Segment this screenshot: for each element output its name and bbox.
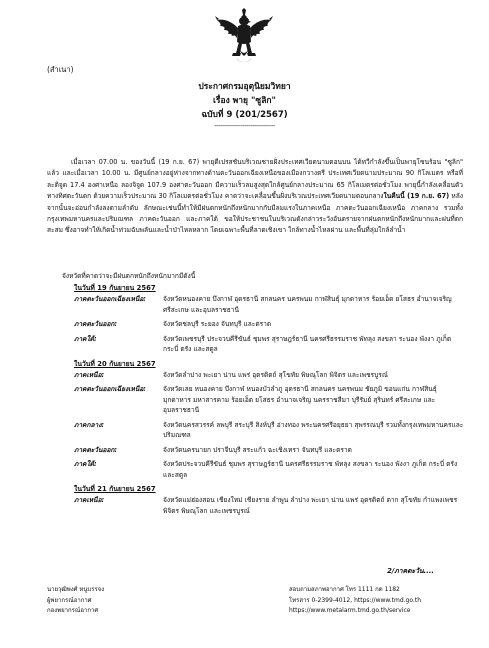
region-row: [74, 319, 466, 330]
region-label: ภาคใต้:: [74, 460, 97, 468]
signatory-division: กองพยากรณ์อากาศ: [47, 607, 99, 614]
region-label: ภาคเหนือ:: [74, 496, 105, 504]
region-label: ภาคตะวันออก:: [74, 320, 118, 328]
garuda-emblem-icon: [214, 8, 274, 68]
region-row: [74, 384, 466, 416]
body-bold-date: ในคืนนี้ (19 ก.ย. 67): [383, 192, 450, 201]
forecast-days-list: [74, 282, 466, 520]
announcement-title: [0, 80, 489, 131]
region-provinces: จังหวัดเลย หนองคาย บึงกาฬ หนองบัวลำภู อุดรธานี สกลนคร นครพนม ชัยภูมิ ขอนแก่น กาฬสินธุ์ มุกดาหาร มหาสารคาม ร้อยเอ็ด ยโสธร อำนาจเจริญ นครราชสีมา บุรีรัมย์ สุรินทร์ ศรีสะเกษ และอุบลราชธานี: [163, 385, 437, 414]
region-provinces: จังหวัดหนองคาย บึงกาฬ อุดรธานี สกลนคร นครพนม กาฬสินธุ์ มุกดาหาร ร้อยเอ็ด ยโสธร อำนาจเจริญ ศรีสะเกษ และอุบลราชธานี: [163, 295, 452, 314]
body-text-part-1: เมื่อเวลา 07.00 น. ของวันนี้ (19 ก.ย. 67) พายุดีเปรสชันบริเวณชายฝั่งประเทศเวียดนามตอนบน ได้ทวีกำลังขึ้นเป็นพายุโซนร้อน "ซูลิก" แล้ว และเมื่อเวลา 10.00 น. มีศูนย์กลางอยู่ห่างจากทางด้านตะวันออกเฉียงเหนือของเมืองกวางตรี ประเทศเวียดนามประมาณ 90 กิโลเมตร หรือที่ละติจูด 17.4 องศาเหนือ ลองจิจูด 107.9 องศาตะวันออก มีความเร็วลมสูงสุดใกล้ศูนย์กลางประมาณ 65 กิโลเมตรต่อชั่วโมง พายุนี้กำลังเคลื่อนตัวทางทิศตะวันตก ด้วยความเร็วประมาณ 30 กิโลเมตรต่อชั่วโมง คาดว่าจะเคลื่อนขึ้นฝั่งบริเวณประเทศเวียดนามตอนกลาง: [47, 158, 463, 201]
region-provinces: จังหวัดประจวบคีรีขันธ์ ชุมพร สุราษฎร์ธานี นครศรีธรรมราช พัทลุง สงขลา ระนอง พังงา ภูเก็ต กระบี่ ตรัง และสตูล: [163, 460, 458, 479]
title-divider: ------------------------------: [214, 122, 275, 130]
region-label: ภาคเหนือ:: [74, 370, 105, 379]
forecast-day-date: ในวันที่ 20 กันยายน 2567: [74, 359, 156, 368]
region-provinces: จังหวัดนครนายก ปราจีนบุรี สระแก้ว ฉะเชิงเทรา จันทบุรี และตราด: [163, 445, 352, 454]
region-provinces: จังหวัดลำปาง พะเยา น่าน แพร่ อุตรดิตถ์ สุโขทัย พิษณุโลก พิจิตร และเพชรบูรณ์: [163, 370, 388, 379]
provinces-intro: จังหวัดที่คาดว่าจะมีฝนตกหนักถึงหนักมากมีดังนี้: [62, 272, 196, 280]
region-provinces: จังหวัดเพชรบุรี ประจวบคีรีขันธ์ ชุมพร สุราษฎร์ธานี นครศรีธรรมราช พัทลุง สงขลา ระนอง พังงา ภูเก็ต กระบี่ ตรัง และสตูล: [163, 334, 452, 353]
region-row: [74, 420, 466, 441]
contact-fax-web: โทรสาร 0-2399-4012, https://www.tmd.go.th: [289, 596, 421, 604]
body-paragraph: [47, 157, 463, 237]
region-row: [74, 459, 466, 480]
region-row: [74, 495, 466, 516]
region-provinces: จังหวัดชลบุรี ระยอง จันทบุรี และตราด: [163, 320, 272, 328]
issue-number: ฉบับที่ 9 (201/2567): [201, 110, 288, 120]
footer-contact: [289, 585, 459, 617]
region-label: ภาคกลาง:: [74, 420, 105, 429]
region-provinces: จังหวัดแม่ฮ่องสอน เชียงใหม่ เชียงราย ลำพูน ลำปาง พะเยา น่าน แพร่ อุตรดิตถ์ ตาก สุโขทัย กำแพงเพชร พิจิตร พิษณุโลก และเพชรบูรณ์: [163, 496, 458, 515]
region-row: [74, 370, 466, 381]
forecast-day: [74, 283, 466, 355]
body-text-part-2: หลังจากนั้นจะอ่อนกำลังลงตามลำดับ ลักษณะเช่นนี้ทำให้มีฝนตกหนักถึงหนักมากกับมีลมแรงในภาคเหนือ ภาคตะวันออกเฉียงเหนือ ภาคกลาง รวมทั้งกรุงเทพมหานครและปริมณฑล ภาคตะวันออก และภาคใต้ ขอให้ประชาชนในบริเวณดังกล่าวระวังอันตรายจากฝนตกหนักถึงหนักมากและฝนที่ตกสะสม ซึ่งอาจทำให้เกิดน้ำท่วมฉับพลันและน้ำป่าไหลหลาก โดยเฉพาะพื้นที่ลาดเชิงเขา ใกล้ทางน้ำไหลผ่าน และพื้นที่ลุ่มใกล้ลำน้ำ: [47, 192, 464, 235]
signatory-position: ผู้พยากรณ์อากาศ: [47, 596, 92, 604]
region-provinces: จังหวัดนครสวรรค์ ลพบุรี สระบุรี สิงห์บุรี อ่างทอง พระนครศรีอยุธยา สุพรรณบุรี รวมทั้งกรุงเทพมหานครและปริมณฑล: [163, 420, 464, 439]
agency-title: ประกาศกรมอุตุนิยมวิทยา: [198, 82, 291, 92]
signatory-name: นายวุฒิพงศ์ หนูบรรจง: [47, 586, 105, 593]
region-row: [74, 445, 466, 456]
forecast-day: [74, 359, 466, 481]
footer-signatory: [47, 585, 104, 617]
region-row: [74, 334, 466, 355]
region-row: [74, 294, 466, 315]
copy-label: (สำเนา): [47, 65, 74, 74]
forecast-day-date: ในวันที่ 21 กันยายน 2567: [74, 485, 156, 493]
contact-service-url: https://www.metalarm.tmd.go.th/service: [289, 607, 411, 614]
region-label: ภาคตะวันออกเฉียงเหนือ:: [74, 295, 146, 303]
contact-phone: สอบถามสภาพอากาศ โทร 1111 กด 1182: [289, 586, 400, 593]
region-label: ภาคตะวันออกเฉียงเหนือ:: [74, 385, 146, 393]
forecast-day: [74, 484, 466, 516]
subject-title: เรื่อง พายุ "ซูลิก": [213, 96, 276, 106]
region-label: ภาคใต้:: [74, 334, 97, 343]
continued-marker: 2/ภาคตะวัน....: [387, 567, 434, 575]
region-label: ภาคตะวันออก:: [74, 445, 118, 454]
forecast-day-date: ในวันที่ 19 กันยายน 2567: [74, 284, 156, 292]
